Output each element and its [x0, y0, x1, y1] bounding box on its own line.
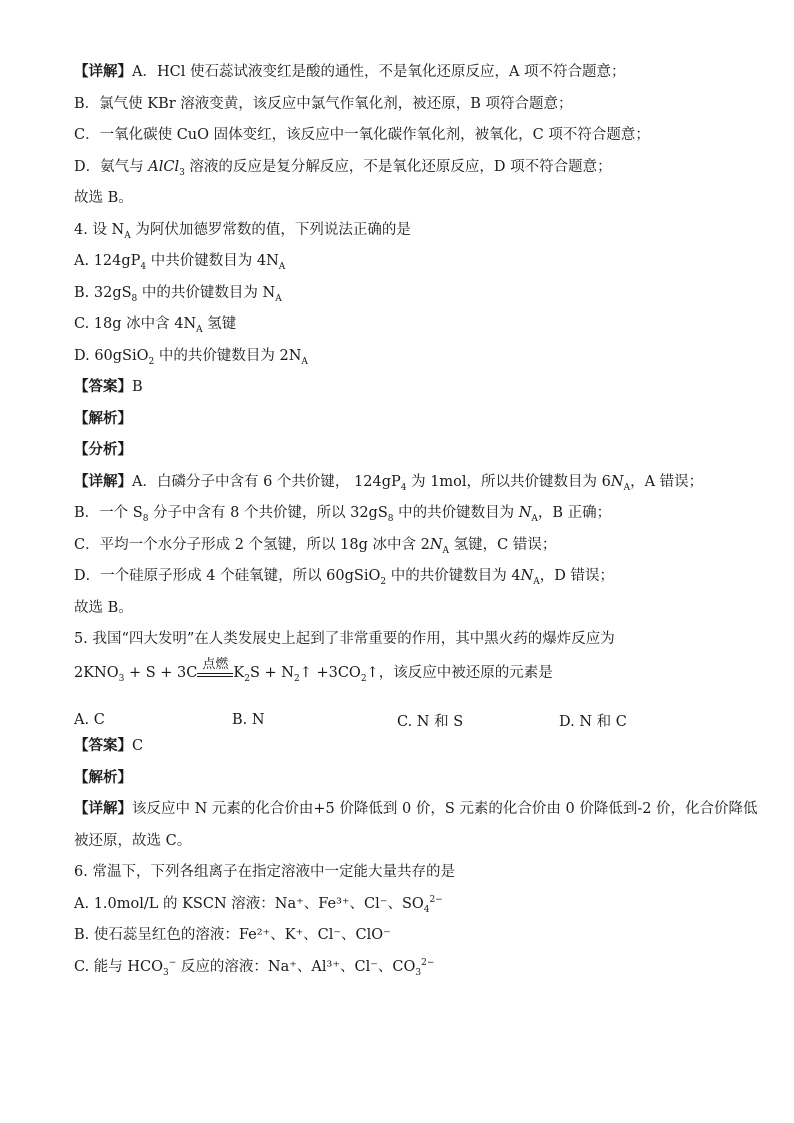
detail-5b: [74, 831, 734, 863]
subscript: 3: [118, 673, 125, 684]
text: 故选 B。: [74, 599, 133, 616]
text: 2KNO: [74, 664, 119, 681]
analysis-tag: 【解析】: [74, 409, 132, 427]
explain-tag-4: [74, 440, 734, 472]
answer-value: B: [132, 379, 143, 395]
subscript: 2: [380, 576, 387, 587]
subscript: 2: [360, 673, 367, 684]
text: 6. 常温下，下列各组离子在指定溶液中一定能大量共存的是: [74, 864, 455, 880]
detail-tag: 【详解】: [74, 472, 132, 490]
text: B. 使石蕊呈红色的溶液：Fe²⁺、K⁺、Cl⁻、ClO⁻: [74, 927, 391, 943]
subscript: 4: [400, 482, 407, 493]
equal-bar: [197, 673, 233, 677]
subscript: A: [623, 482, 631, 493]
symbol: N: [610, 473, 624, 490]
detail-line-b: [74, 94, 734, 126]
reaction-equation: [74, 656, 734, 705]
superscript: 2−: [429, 894, 443, 905]
text: 该反应中 N 元素的化合价由+5 价降低到 0 价，S 元素的化合价由 0 价降低到-2 价，化合价降低: [132, 801, 758, 817]
analysis-tag-5: [74, 768, 734, 800]
answer-4: [74, 377, 734, 409]
text: 中的共价键数目为 4: [386, 568, 521, 584]
chem-formula: AlCl: [148, 158, 180, 175]
text: 中的共价键数目为 2N: [154, 347, 302, 364]
subscript: A: [442, 545, 450, 556]
detail-tag: 【详解】: [74, 63, 132, 80]
subscript: 8: [131, 293, 138, 304]
text: 为 1mol，所以共价键数目为 6: [406, 473, 611, 490]
detail-4c: [74, 535, 734, 567]
text: 氢键，C 错误；: [449, 536, 557, 553]
text: D．氨气与: [74, 158, 149, 175]
text: 氢键: [202, 316, 237, 332]
option-5d: D. N 和 C: [559, 713, 627, 730]
text: ，A 错误；: [630, 473, 704, 490]
text: B. 32gS: [74, 284, 132, 301]
answer-value: C: [132, 738, 144, 754]
text: 中共价键数目为 4N: [146, 253, 279, 269]
subscript: 2: [148, 356, 155, 367]
detail-tag: 【详解】: [74, 800, 132, 817]
analysis-tag: 【解析】: [74, 768, 132, 786]
subscript: A: [196, 324, 203, 335]
option-6c: [74, 957, 734, 989]
superscript: 2−: [421, 957, 435, 968]
analysis-tag-4: [74, 409, 734, 441]
subscript: A: [301, 356, 308, 367]
text: 5. 我国“四大发明”在人类发展史上起到了非常重要的作用，其中黑火药的爆炸反应为: [74, 631, 615, 647]
detail-line-d: [74, 157, 734, 189]
text: 故选 B。: [74, 190, 133, 206]
text: S + N: [249, 664, 294, 681]
detail-4b: [74, 503, 734, 535]
superscript: −: [168, 957, 177, 968]
text: C. 18g 冰中含 4N: [74, 316, 197, 332]
question-6: [74, 862, 734, 894]
conclusion-line: [74, 188, 734, 220]
text: A. 1.0mol/L 的 KSCN 溶液：Na⁺、Fe³⁺、Cl⁻、SO: [74, 895, 424, 912]
subscript: A: [533, 576, 540, 587]
text: 中的共价键数目为: [393, 505, 519, 521]
text: A．白磷分子中含有 6 个共价键， 124gP: [132, 473, 401, 490]
subscript: 3: [179, 167, 185, 178]
symbol: N: [429, 536, 443, 553]
subscript: 4: [423, 904, 430, 915]
text: 4. 设 N: [74, 221, 125, 238]
explain-tag: 【分析】: [74, 441, 132, 458]
answer-5: [74, 736, 734, 768]
text: ↑，该反应中被还原的元素是: [366, 664, 553, 681]
detail-5a: [74, 799, 758, 831]
subscript: 4: [140, 261, 147, 272]
text: ，B 正确；: [537, 505, 612, 521]
text: C. 能与 HCO: [74, 958, 164, 975]
subscript: 2: [244, 673, 250, 684]
subscript: A: [275, 293, 282, 304]
text: C．一氧化碳使 CuO 固体变红，该反应中一氧化碳作氧化剂，被氧化，C 项不符合题意；: [74, 127, 650, 143]
text: 被还原，故选 C。: [74, 832, 192, 849]
conclusion-4: [74, 598, 734, 630]
text: 为阿伏加德罗常数的值，下列说法正确的是: [130, 221, 411, 238]
subscript: 8: [387, 513, 394, 524]
subscript: 8: [142, 513, 149, 524]
symbol: N: [518, 505, 532, 521]
text: 中的共价键数目为 N: [137, 284, 276, 301]
text: D．一个硅原子形成 4 个硅氧键，所以 60gSiO: [74, 568, 381, 584]
detail-line-a: [74, 62, 734, 94]
subscript: 3: [163, 967, 169, 978]
detail-4d: [74, 566, 734, 598]
option-4d: [74, 346, 734, 378]
text: 溶液的反应是复分解反应，不是氧化还原反应，D 项不符合题意；: [184, 158, 612, 175]
subscript: 2: [293, 673, 300, 684]
option-4c: [74, 314, 734, 346]
text: ↑ +3CO: [299, 664, 361, 681]
option-5a: A. C: [74, 712, 105, 729]
question-4: [74, 220, 734, 252]
text: K: [233, 664, 245, 681]
detail-line-c: [74, 125, 734, 157]
text: A．HCl 使石蕊试液变红是酸的通性，不是氧化还原反应，A 项不符合题意；: [132, 64, 626, 80]
text: ，D 错误；: [539, 568, 614, 584]
text: + S + 3C: [124, 664, 198, 681]
subscript: 3: [415, 967, 422, 978]
option-4a: [74, 251, 734, 283]
answer-tag: 【答案】: [74, 737, 132, 754]
subscript: A: [124, 230, 131, 241]
option-6a: [74, 894, 734, 926]
text: 分子中含有 8 个共价键，所以 32gS: [148, 505, 388, 521]
subscript: A: [531, 513, 538, 524]
detail-4a: [74, 472, 734, 504]
option-4b: [74, 283, 734, 315]
text: B．一个 S: [74, 505, 143, 521]
text: A. 124gP: [74, 253, 141, 269]
reaction-arrow: [197, 656, 233, 677]
subscript: A: [278, 261, 286, 272]
question-5: [74, 629, 734, 661]
answer-tag: 【答案】: [74, 378, 132, 395]
text: D. 60gSiO: [74, 347, 149, 364]
text: C．平均一个水分子形成 2 个氢键，所以 18g 冰中含 2: [74, 536, 430, 553]
text: B．氯气使 KBr 溶液变黄，该反应中氯气作氧化剂，被还原，B 项符合题意；: [74, 95, 573, 112]
condition: 点燃: [202, 656, 229, 672]
symbol: N: [520, 568, 534, 584]
option-6b: [74, 925, 734, 957]
option-5b: B. N: [232, 712, 265, 729]
document-page: [74, 62, 758, 988]
options-5: [74, 705, 734, 737]
option-5c: C. N 和 S: [397, 713, 464, 730]
text: 反应的溶液：Na⁺、Al³⁺、Cl⁻、CO: [176, 958, 416, 975]
